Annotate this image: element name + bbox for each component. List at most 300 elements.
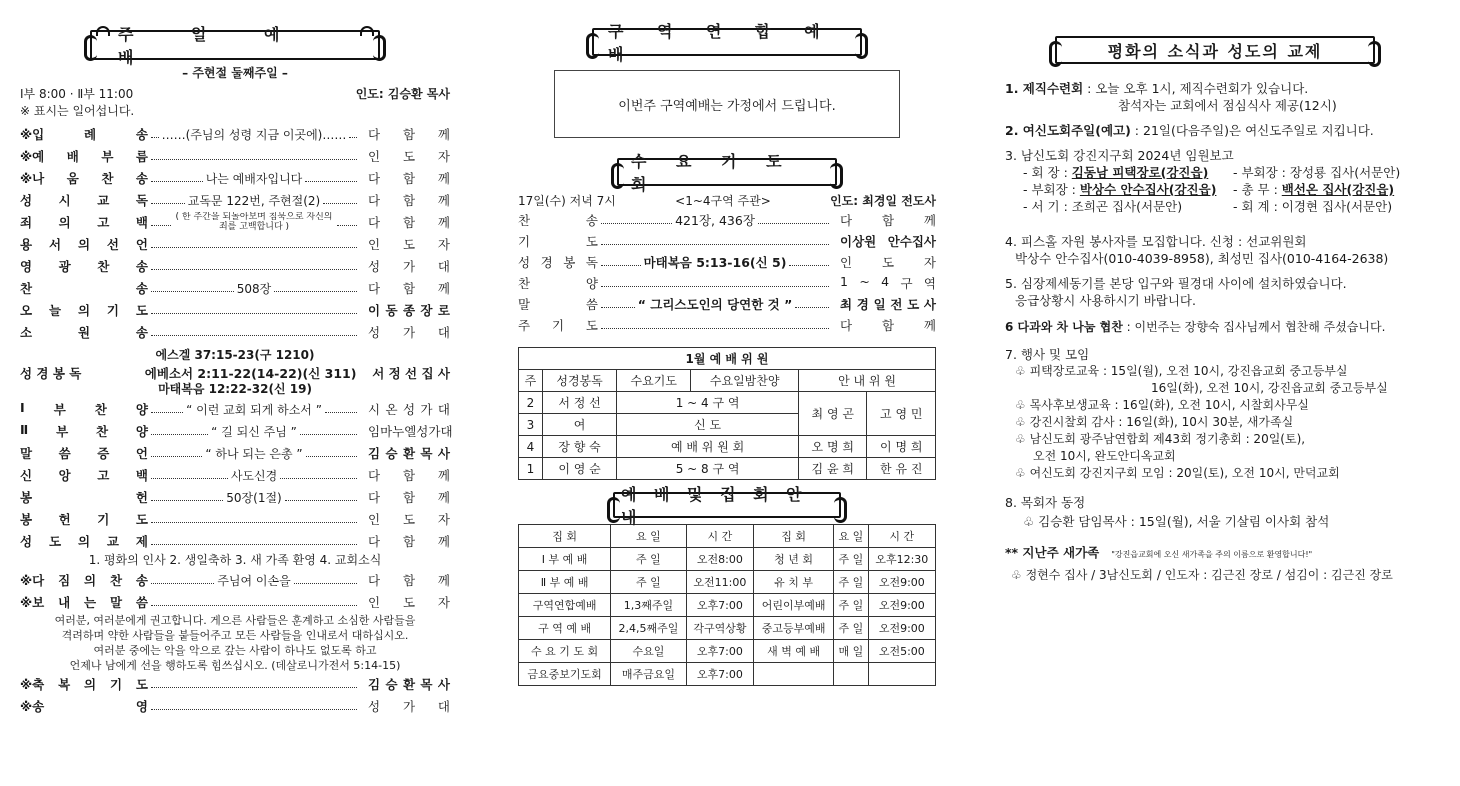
leader-dots (151, 449, 202, 457)
schedule-cell: 수요일 (611, 640, 686, 663)
schedule-cell: 오전5:00 (868, 640, 935, 663)
scroll-ornament-icon (96, 26, 110, 36)
order-detail-text: 50장(1절) (226, 490, 282, 505)
order-label: 찬 송 (20, 281, 148, 296)
wednesday-row (518, 293, 936, 314)
event-item: ♧ 남신도회 광주남연합회 제43회 정기총회 : 20일(토), (1015, 432, 1306, 446)
schedule-cell: 오전11:00 (686, 571, 754, 594)
notice-1 (1005, 80, 1415, 97)
schedule-cell: 구역연합예배 (519, 594, 611, 617)
schedule-row (519, 548, 936, 571)
service-presider: 인도: 김승환 목사 (355, 87, 450, 101)
event-item: ♧ 피택장로교육 : 15일(월), 오전 10시, 강진읍교회 중고등부실 (1015, 364, 1348, 378)
rota-header-cell: 수요일밤찬양 (691, 370, 799, 392)
order-assignee: 김 승 환 목 사 (368, 677, 450, 692)
wednesday-label: 기 도 (518, 233, 598, 249)
schedule-cell: 새 벽 예 배 (754, 640, 834, 663)
wednesday-assignee: 1 ~ 4 구 역 (840, 273, 936, 291)
schedule-cell: 오전9:00 (868, 571, 935, 594)
order-detail (148, 192, 360, 209)
wednesday-group: <1~4구역 주관> (675, 194, 771, 208)
usher-name: 김 윤 희 (799, 458, 867, 480)
notice-8-text: ♧ 김승환 담임목사 : 15일(월), 서울 기살림 이사회 참석 (1023, 514, 1330, 529)
schedule-cell: 오전8:00 (686, 548, 754, 571)
order-assignee: 다 함 께 (368, 468, 450, 483)
leader-dots (274, 284, 357, 292)
order-detail (148, 445, 360, 462)
service-times-line (20, 85, 450, 102)
scripture-2: 에베소서 2:11-22(14-22)(신 311) (144, 365, 357, 381)
district-service-banner (592, 22, 862, 64)
leader-dots (151, 262, 357, 270)
news-title: 평화의 소식과 성도의 교제 (1107, 41, 1323, 61)
rota-header (519, 370, 936, 392)
order-detail-text: 사도신경 (230, 468, 278, 483)
notice-2 (1005, 122, 1415, 139)
leader-dots (151, 240, 357, 248)
order-row (20, 442, 450, 464)
order-detail-text: ( 한 주간을 되돌아보며 침묵으로 자신의 죄를 고백합니다 ) (175, 212, 333, 232)
rota-header-cell: 안 내 위 원 (799, 370, 936, 392)
notice-1-heading: 1. 제직수련회 (1005, 81, 1084, 96)
rota-wednesday: 5 ~ 8 구 역 (617, 458, 799, 480)
rota-row (519, 436, 936, 458)
wednesday-assignee: 이상원 안수집사 (840, 233, 936, 249)
usher-name: 오 명 희 (799, 436, 867, 458)
order-row (20, 255, 450, 277)
order-detail (148, 306, 360, 314)
schedule-cell: 중고등부예배 (754, 617, 834, 640)
leader-dots (151, 702, 357, 710)
wednesday-assignee: 인 도 자 (840, 254, 936, 270)
new-family-heading: ** 지난주 새가족 (1005, 545, 1100, 560)
schedule-cell: 어린이부예배 (754, 594, 834, 617)
notice-4-heading: 4. 피스홀 자원 봉사자를 모집합니다. 신청 : 선교위원회 (1005, 234, 1307, 249)
wednesday-detail-text: 421장, 436장 (675, 212, 755, 228)
order-label: ※입 례 송 (20, 127, 148, 142)
notice-5-line2: 응급상황시 사용하시기 바랍니다. (1015, 293, 1196, 308)
schedule-header-cell: 시 간 (868, 525, 935, 548)
order-label: 성 시 교 독 (20, 193, 148, 208)
schedule-cell: 매 일 (834, 640, 869, 663)
order-row (20, 673, 450, 695)
wednesday-title: 수 요 기 도 회 (631, 152, 794, 194)
leader-dots (601, 321, 829, 329)
order-label: 성 도 의 교 제 (20, 534, 148, 549)
order-row (20, 167, 450, 189)
middle-column (518, 0, 936, 686)
leader-dots (151, 471, 228, 479)
scripture-row (20, 364, 450, 381)
rota-week: 3 (519, 414, 543, 436)
order-list-4 (20, 673, 450, 717)
notice-4-contacts: 박상수 안수집사(010-4039-8958), 최성민 집사(010-4164-2638) (1015, 251, 1389, 266)
order-detail (148, 467, 360, 484)
order-list-3 (20, 569, 450, 613)
schedule-header-cell: 요 일 (611, 525, 686, 548)
order-detail (148, 702, 360, 710)
wednesday-leader: 인도: 최경일 전도사 (830, 194, 936, 208)
leader-dots (789, 258, 829, 266)
order-detail (148, 680, 360, 688)
schedule-cell: 1,3째주일 (611, 594, 686, 617)
schedule-header-cell: 집 회 (519, 525, 611, 548)
scripture-label: 성 경 봉 독 (20, 365, 82, 381)
officers-row-3 (1005, 198, 1415, 215)
order-row (20, 189, 450, 211)
leader-dots (305, 174, 357, 182)
order-assignee: 다 함 께 (368, 215, 450, 230)
order-detail-text: 교독문 122번, 주현절(2) (187, 193, 321, 208)
wednesday-label: 주 기 도 (518, 317, 598, 333)
order-assignee: 다 함 께 (368, 573, 450, 588)
notice-1-line2: 참석자는 교회에서 점심식사 제공(12시) (1118, 98, 1337, 113)
scripture-1: 에스겔 37:15-23(구 1210) (155, 348, 315, 362)
rota-header-cell: 수요기도 (617, 370, 691, 392)
new-family-note: "강진읍교회에 오신 새가족을 주의 이름으로 환영합니다!" (1111, 550, 1313, 559)
leader-dots (601, 279, 829, 287)
sending-line: 격려하며 약한 사람들을 붙들어주고 모든 사람들을 인내로서 대하십시오. (61, 629, 409, 642)
order-row (20, 569, 450, 591)
order-label: ※보 내 는 말 씀 (20, 595, 148, 610)
schedule-cell: Ⅱ 부 예 배 (519, 571, 611, 594)
event-item: ♧ 강진시찰회 감사 : 16일(화), 10시 30분, 새가족실 (1015, 415, 1294, 429)
order-assignee: 시 온 성 가 대 (368, 402, 450, 417)
notice-2-heading: 2. 여신도회주일(예고) (1005, 123, 1131, 138)
leader-dots (601, 216, 672, 224)
order-detail (148, 212, 360, 232)
january-rota-table (518, 347, 936, 480)
schedule-cell: 주 일 (611, 548, 686, 571)
notice-8-heading: 8. 목회자 동정 (1005, 495, 1086, 510)
wednesday-detail-text: “ 그리스도인의 당연한 것 ” (637, 296, 793, 312)
leader-dots (323, 196, 357, 204)
district-service-title: 구 역 연 합 예 배 (608, 22, 834, 64)
order-row (20, 398, 450, 420)
order-detail (148, 489, 360, 506)
order-detail-text: ……(주님의 성령 지금 이곳에)…… (161, 127, 347, 142)
order-row (20, 420, 453, 442)
service-times: Ⅰ부 8:00 · Ⅱ부 11:00 (20, 87, 134, 101)
scroll-ornament-icon (360, 26, 374, 36)
order-assignee: 다 함 께 (368, 127, 450, 142)
events-list (1005, 363, 1415, 482)
schedule-table (518, 524, 936, 686)
order-label: 신 앙 고 백 (20, 468, 148, 483)
order-label: 말 씀 증 언 (20, 446, 148, 461)
leader-dots (294, 576, 357, 584)
usher-name: 이 명 희 (867, 436, 936, 458)
wednesday-detail (598, 253, 832, 271)
leader-dots (151, 493, 223, 501)
wednesday-label: 찬 송 (518, 212, 598, 228)
leader-dots (151, 306, 357, 314)
schedule-row (519, 663, 936, 686)
wednesday-order (518, 209, 936, 335)
order-label: ※다 짐 의 찬 송 (20, 573, 148, 588)
officer-label: - 부회장 : (1023, 182, 1080, 197)
schedule-cell: 주 일 (834, 571, 869, 594)
event-item: ♧ 목사후보생교육 : 16일(화), 오전 10시, 시찰회사무실 (1015, 398, 1309, 412)
schedule-cell: 오전9:00 (868, 617, 935, 640)
order-assignee: 인 도 자 (368, 512, 450, 527)
order-detail (148, 262, 360, 270)
notice-2-text: : 21일(다음주일)은 여신도주일로 지킵니다. (1130, 123, 1374, 138)
order-row (20, 211, 450, 233)
leader-dots (758, 216, 829, 224)
order-assignee: 다 함 께 (368, 193, 450, 208)
order-assignee: 다 함 께 (368, 490, 450, 505)
schedule-cell: 오후7:00 (686, 594, 754, 617)
order-label: 죄 의 고 백 (20, 215, 148, 230)
district-notice-box (554, 70, 900, 138)
schedule-cell (834, 663, 869, 686)
notice-6 (1005, 319, 1415, 336)
leader-dots (151, 152, 357, 160)
leader-dots (601, 237, 829, 245)
wednesday-row (518, 251, 936, 272)
wednesday-assignee: 다 함 께 (840, 212, 936, 228)
wednesday-detail (598, 237, 832, 245)
notice-1-text: : 오늘 오후 1시, 제직수련회가 있습니다. (1083, 81, 1309, 96)
order-assignee: 이 동 종 장 로 (368, 303, 450, 318)
leader-dots (337, 218, 357, 226)
schedule-cell: 오후12:30 (868, 548, 935, 571)
rota-row (519, 392, 936, 414)
order-detail (148, 152, 360, 160)
order-detail (148, 328, 360, 336)
notice-5-heading: 5. 심장제세동기를 본당 입구와 필경대 사이에 설치하였습니다. (1005, 276, 1347, 291)
leader-dots (151, 680, 357, 688)
stand-note: ※ 표시는 일어섭니다. (20, 104, 135, 118)
rota-wednesday: 1 ~ 4 구 역 (617, 392, 799, 414)
sending-words (20, 613, 450, 673)
order-label: ※축 복 의 기 도 (20, 677, 148, 692)
order-label: ※예 배 부 름 (20, 149, 148, 164)
rota-reader: 장 향 숙 (542, 436, 616, 458)
leader-dots (151, 576, 214, 584)
notice-7-heading: 7. 행사 및 모임 (1005, 347, 1090, 362)
rota-reader: 서 정 선 (542, 392, 616, 414)
order-detail (148, 240, 360, 248)
order-detail (148, 170, 360, 187)
order-assignee: 인 도 자 (368, 237, 450, 252)
order-row (20, 695, 450, 717)
sunday-service-title: 주 일 예 배 (118, 25, 306, 67)
wednesday-detail (598, 295, 832, 313)
order-detail (148, 537, 360, 545)
schedule-cell (868, 663, 935, 686)
rota-reader: 여 (542, 414, 616, 436)
order-detail-text: “ 이런 교회 되게 하소서 ” (186, 402, 322, 417)
rota-row (519, 458, 936, 480)
schedule-row (519, 571, 936, 594)
schedule-cell: 유 치 부 (754, 571, 834, 594)
leader-dots (151, 515, 357, 523)
schedule-cell: 2,4,5째주일 (611, 617, 686, 640)
wednesday-label: 찬 양 (518, 275, 598, 291)
rota-reader: 이 영 순 (542, 458, 616, 480)
order-detail-text: “ 하나 되는 은총 ” (205, 446, 303, 461)
order-assignee: 다 함 께 (368, 281, 450, 296)
schedule-cell: 오후7:00 (686, 663, 754, 686)
sunday-subtitle: – 주현절 둘째주일 – (182, 66, 288, 80)
wednesday-row (518, 314, 936, 335)
order-label: Ⅱ 부 찬 양 (20, 422, 148, 439)
leader-dots (151, 174, 203, 182)
order-assignee: 성 가 대 (368, 699, 450, 714)
wednesday-assignee: 다 함 께 (840, 317, 936, 333)
wednesday-detail (598, 279, 832, 287)
usher-name: 최 영 곤 (799, 392, 867, 436)
wednesday-detail-text: 마태복음 5:13-16(신 5) (643, 254, 787, 270)
wednesday-row (518, 230, 936, 251)
new-family-entry: ♧ 정현수 집사 / 3남신도회 / 인도자 : 김근진 장로 / 섬김이 : 김근진 장로 (1011, 568, 1393, 582)
officer-label: - 총 무 : (1233, 182, 1282, 197)
rota-wednesday: 예 배 위 원 회 (617, 436, 799, 458)
leader-dots (151, 537, 357, 545)
schedule-row (519, 640, 936, 663)
leader-dots (300, 427, 357, 435)
rota-week: 2 (519, 392, 543, 414)
leader-dots (349, 130, 357, 138)
schedule-cell: 주 일 (834, 548, 869, 571)
officer-name: 김동남 피택장로(강진읍) (1071, 165, 1209, 180)
news-banner (1055, 36, 1375, 64)
leader-dots (151, 196, 185, 204)
officer-entry: - 서 기 : 조희곤 집사(서문안) (1023, 199, 1183, 214)
wednesday-row (518, 272, 936, 293)
order-row (20, 145, 450, 167)
district-notice-text: 이번주 구역예배는 가정에서 드립니다. (618, 98, 836, 114)
notice-3-heading: 3. 남신도회 강진지구회 2024년 임원보고 (1005, 148, 1234, 163)
leader-dots (601, 300, 635, 308)
order-label: 용 서 의 선 언 (20, 237, 148, 252)
schedule-cell: 매주금요일 (611, 663, 686, 686)
order-row (20, 464, 450, 486)
order-row (20, 321, 450, 343)
schedule-body (519, 548, 936, 686)
rota-week: 1 (519, 458, 543, 480)
schedule-cell: 오전9:00 (868, 594, 935, 617)
wednesday-assignee: 최 경 일 전 도 사 (840, 296, 936, 312)
order-detail-text: 주님여 이손을 (217, 573, 291, 588)
order-label: 봉 헌 (20, 490, 148, 505)
usher-name: 고 영 민 (867, 392, 936, 436)
schedule-cell: 구 역 예 배 (519, 617, 611, 640)
rota-body (519, 392, 936, 480)
officers-row-1 (1005, 164, 1415, 181)
sunday-service-banner (90, 25, 380, 67)
order-label: 소 원 송 (20, 325, 148, 340)
schedule-cell: 청 년 회 (754, 548, 834, 571)
order-label: Ⅰ 부 찬 양 (20, 400, 148, 417)
notice-6-text: : 이번주는 장향숙 집사님께서 협찬해 주셨습니다. (1122, 320, 1386, 334)
leader-dots (151, 130, 159, 138)
schedule-header-cell: 집 회 (754, 525, 834, 548)
schedule-row (519, 594, 936, 617)
leader-dots (151, 405, 183, 413)
order-list-2 (20, 398, 453, 552)
scripture-3: 마태복음 12:22-32(신 19) (158, 382, 312, 396)
wednesday-label: 말 씀 (518, 296, 598, 312)
order-assignee: 김 승 환 목 사 (368, 446, 450, 461)
wednesday-date: 17일(수) 저녁 7시 (518, 194, 616, 208)
officer-entry: - 부회장 : 장성룡 집사(서문안) (1233, 165, 1401, 180)
officer-name: 백선온 집사(강진읍) (1281, 182, 1395, 197)
schedule-banner (613, 485, 841, 527)
schedule-cell: 주 일 (834, 617, 869, 640)
rota-wednesday: 신 도 (617, 414, 799, 436)
leader-dots (601, 258, 641, 266)
order-row (20, 591, 450, 613)
order-detail-text: 나는 예배자입니다 (205, 171, 303, 186)
sending-line: 여러분, 여러분에게 권고합니다. 게으른 사람들은 훈계하고 소심한 사람들을 (54, 614, 416, 627)
leader-dots (151, 328, 357, 336)
schedule-cell: 오후7:00 (686, 640, 754, 663)
order-assignee: 인 도 자 (368, 595, 450, 610)
schedule-row (519, 617, 936, 640)
order-assignee: 성 가 대 (368, 325, 450, 340)
leader-dots (795, 300, 829, 308)
order-row (20, 233, 450, 255)
fellowship-items: 1. 평화의 인사 2. 생일축하 3. 새 가족 환영 4. 교회소식 (88, 553, 382, 567)
event-item: 16일(화), 오전 10시, 강진읍교회 중고등부실 (1151, 381, 1388, 395)
new-family (1005, 544, 1415, 563)
schedule-cell: 주 일 (834, 594, 869, 617)
wednesday-banner (617, 152, 837, 194)
scripture-reader: 서 정 선 집 사 (372, 365, 450, 381)
wednesday-detail (598, 211, 832, 229)
officer-label: - 회 장 : (1023, 165, 1072, 180)
order-label: ※나 움 찬 송 (20, 171, 148, 186)
order-detail-text: 508장 (236, 281, 272, 296)
schedule-cell: 주 일 (611, 571, 686, 594)
leader-dots (280, 471, 357, 479)
sending-line: 여러분 중에는 악을 악으로 갚는 사람이 하나도 없도록 하고 (93, 644, 377, 657)
order-row (20, 277, 450, 299)
schedule-title: 예 배 및 집 회 안 내 (621, 485, 808, 527)
leader-dots (151, 427, 208, 435)
wednesday-label: 성 경 봉 독 (518, 254, 598, 270)
order-detail-text: “ 길 되신 주님 ” (211, 424, 297, 439)
schedule-cell: 각구역상황 (686, 617, 754, 640)
rota-header-cell: 주 (519, 370, 543, 392)
order-label: ※송 영 (20, 699, 148, 714)
order-detail (148, 572, 360, 589)
wednesday-detail (598, 321, 832, 329)
schedule-cell (754, 663, 834, 686)
schedule-cell: 금요중보기도회 (519, 663, 611, 686)
leader-dots (151, 284, 234, 292)
rota-week: 4 (519, 436, 543, 458)
order-detail (148, 598, 360, 606)
event-item: ♧ 여신도회 강진지구회 모임 : 20일(토), 오전 10시, 만덕교회 (1015, 466, 1340, 480)
order-assignee: 성 가 대 (368, 259, 450, 274)
order-detail (148, 280, 360, 297)
order-detail (148, 401, 360, 418)
leader-dots (151, 218, 171, 226)
notice-6-heading: 6 다과와 차 나눔 협찬 (1005, 320, 1123, 334)
order-row (20, 299, 450, 321)
officer-entry: - 회 계 : 이경현 집사(서문안) (1233, 199, 1393, 214)
order-assignee: 다 함 께 (368, 534, 450, 549)
news-column (1005, 0, 1415, 584)
leader-dots (285, 493, 357, 501)
order-detail (148, 423, 360, 440)
order-detail (148, 515, 360, 523)
order-label: 봉 헌 기 도 (20, 512, 148, 527)
